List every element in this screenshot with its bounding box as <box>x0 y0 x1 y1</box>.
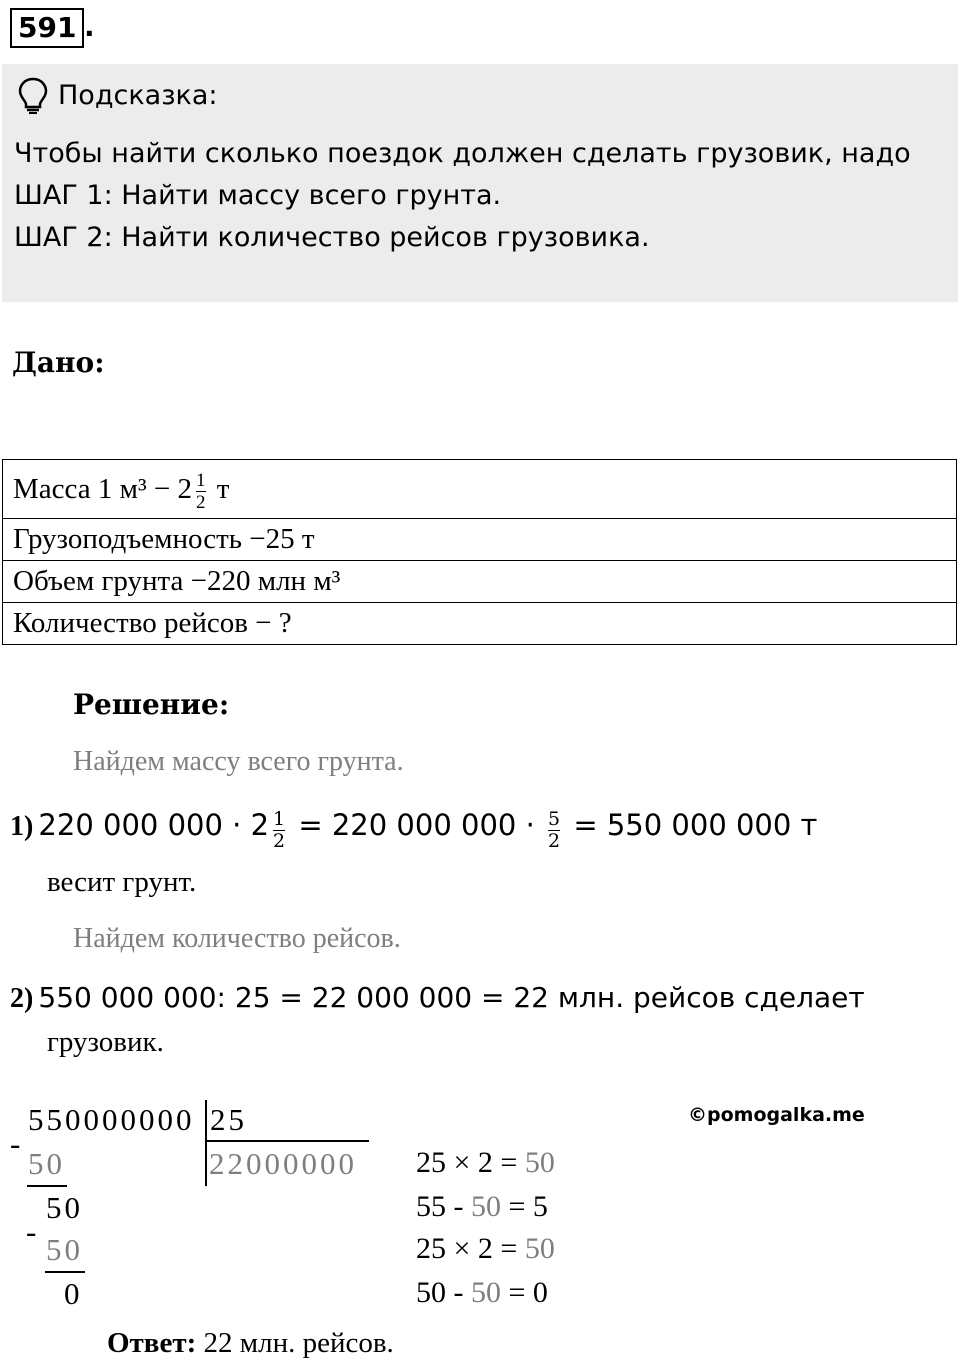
dividend: 550000000 <box>28 1102 195 1137</box>
solution-title: Решение: <box>73 688 230 721</box>
given-row <box>3 519 957 561</box>
answer <box>107 1327 394 1360</box>
solution-note-2: Найдем количество рейсов. <box>73 923 401 954</box>
step-2-line: 550 000 000: 25 = 22 000 000 = 22 млн. рейсов сделает <box>38 981 865 1014</box>
problem-number-dot: . <box>84 10 95 43</box>
step-2-continuation: грузовик. <box>47 1026 164 1058</box>
minus-sign-2: - <box>26 1214 40 1249</box>
hint-step-2-label: ШАГ 2: <box>14 222 113 253</box>
divisor: 25 <box>210 1102 247 1137</box>
remainder-2: 0 <box>64 1276 83 1311</box>
subtract-line-2 <box>45 1271 85 1273</box>
hint-step-1-text: Найти массу всего грунта. <box>112 180 502 211</box>
given-row <box>3 561 957 603</box>
step-1-part-b: = 220 000 000 · <box>289 808 545 842</box>
given-title: Дано: <box>12 346 105 379</box>
check-row: 25 × 2 = 50 <box>416 1232 555 1265</box>
quotient: 22000000 <box>209 1146 357 1181</box>
step-1-part-c: = 550 000 000 т <box>564 808 818 842</box>
step-2-label: 2) <box>10 983 34 1014</box>
step-1-fraction-2: $\frac{5}{2}$ <box>548 808 561 852</box>
answer-label: Ответ: <box>107 1327 197 1359</box>
hint-box <box>2 64 958 302</box>
problem-number: 591 <box>10 8 84 48</box>
given-table <box>2 459 957 645</box>
step-1-fraction-1: $\frac{1}{2}$ <box>273 808 286 852</box>
solution-step-1 <box>10 808 817 852</box>
answer-text: 22 млн. рейсов. <box>196 1327 394 1359</box>
copyright: ©pomogalka.me <box>688 1104 865 1126</box>
given-row <box>3 460 957 519</box>
given-mass-unit: т <box>209 473 230 505</box>
solution-note-1: Найдем массу всего грунта. <box>73 746 404 777</box>
division-horizontal-line <box>207 1140 369 1142</box>
hint-intro: Чтобы найти сколько поездок должен сделать грузовик, надо <box>14 138 911 169</box>
hint-step-2-text: Найти количество рейсов грузовика. <box>112 222 650 253</box>
given-trips: Количество рейсов − ? <box>3 603 957 645</box>
given-mass-fraction: $\frac{1}{2}$ <box>196 469 206 513</box>
check-row: 25 × 2 = 50 <box>416 1146 555 1179</box>
given-row <box>3 603 957 645</box>
hint-title: Подсказка: <box>58 80 218 111</box>
solution-step-2 <box>10 981 865 1015</box>
given-mass-text: Масса 1 м³ − 2 <box>13 473 193 505</box>
hint-step-1 <box>14 180 501 211</box>
given-volume: Объем грунта −220 млн м³ <box>3 561 957 603</box>
subtrahend-1: 50 <box>28 1146 65 1181</box>
hint-step-1-label: ШАГ 1: <box>14 180 113 211</box>
check-row: 50 - 50 = 0 <box>416 1276 548 1309</box>
division-vertical-line <box>205 1100 207 1186</box>
subtrahend-2: 50 <box>46 1232 83 1267</box>
minus-sign-1: - <box>10 1126 24 1161</box>
step-1-continuation: весит грунт. <box>47 866 197 898</box>
remainder-1: 50 <box>46 1190 83 1225</box>
given-capacity: Грузоподъемность −25 т <box>3 519 957 561</box>
step-1-part-a: 220 000 000 · 2 <box>38 808 270 842</box>
lightbulb-icon <box>16 76 50 118</box>
hint-step-2 <box>14 222 650 253</box>
step-1-label: 1) <box>10 811 34 842</box>
subtract-line-1 <box>27 1185 67 1187</box>
check-row: 55 - 50 = 5 <box>416 1190 548 1223</box>
